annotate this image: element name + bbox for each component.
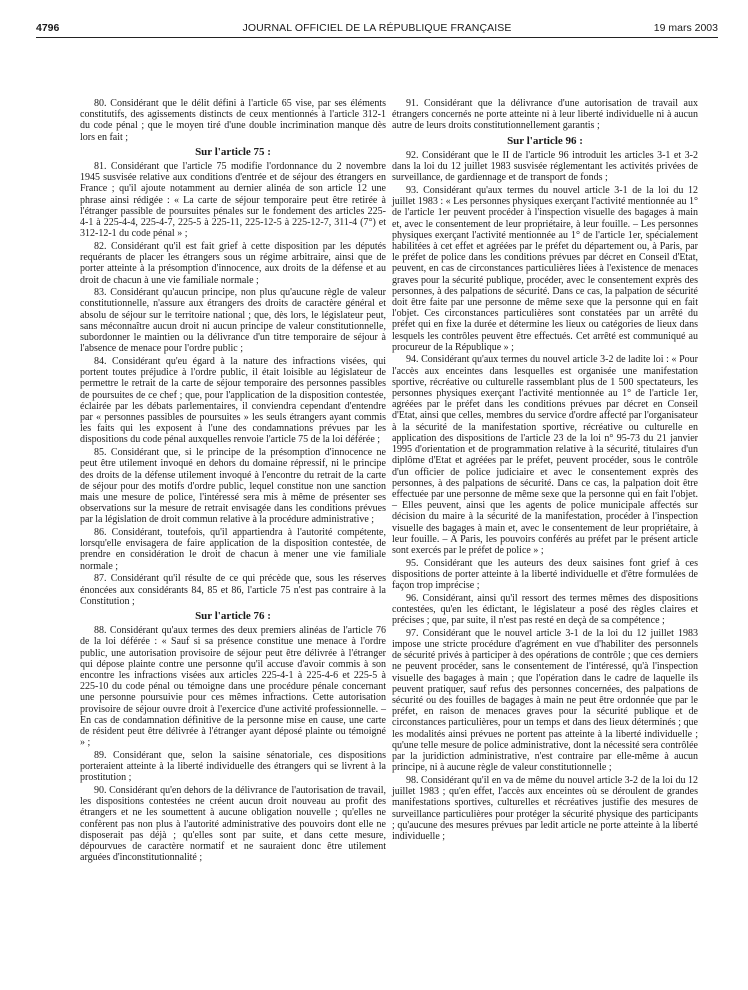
issue-date: 19 mars 2003 (653, 22, 718, 34)
journal-title: JOURNAL OFFICIEL DE LA RÉPUBLIQUE FRANÇAISE (242, 22, 512, 34)
paragraph: 84. Considérant qu'eu égard à la nature des infractions visées, qui portent toutes préjudice à l'ordre public, il était loisible au législateur de permettre le retrait de la carte de séjour temporaire des personnes passibles de poursuites de ce chef ; que, pour l'application de la disposition contestée, éclairée par les débats parlementaires, il conviendra cependant d'entendre par « personnes passibles de poursuites » les seuls étrangers ayant commis les faits qui les exposent à l'une des condamnations prévues par les dispositions du code pénal auxquelles renvoie l'article 75 de la loi déférée ; (80, 355, 386, 446)
paragraph: 93. Considérant qu'aux termes du nouvel article 3-1 de la loi du 12 juillet 1983 : « Les personnes physiques exerçant l'activité mentionnée au 1° de l'article 1er peuvent procéder à l'inspection visuelle des bagages à main et, avec le consentement de leur propriétaire, à leur fouille. – Les personnes physiques exerçant l'activité mentionnée au 1° de l'article 1er, spécialement habilitées à cet effet et agréées par le préfet du département ou, à Paris, par le préfet de police dans les conditions prévues par décret en Conseil d'Etat, peuvent, en cas de circonstances particulières liées à l'existence de menaces graves pour la sécurité publique, procéder, avec le consentement exprès des personnes, à des palpations de sécurité. Dans ce cas, la palpation de sécurité doit être faite par une personne de même sexe que la personne qui en fait l'objet. Ces circonstances particulières sont constatées par un arrêté du préfet qui en fixe la durée et détermine les lieux ou catégories de lieux dans lesquels les contrôles peuvent être effectués. Cet arrêté est communiqué au procureur de la République » ; (392, 184, 698, 353)
paragraph: 94. Considérant qu'aux termes du nouvel article 3-2 de ladite loi : « Pour l'accès aux enceintes dans lesquelles est organisée une manifestation sportive, récréative ou culturelle rassemblant plus de 1 500 spectateurs, les personnes physiques exerçant l'activité mentionnée au 1° de l'article 1er, agréées par le préfet dans les conditions prévues par décret en Conseil d'Etat, ainsi que celles, membres du service d'ordre affecté par l'organisateur à la sécurité de la manifestation sportive, récréative ou culturelle en application des dispositions de l'article 23 de la loi n° 95-73 du 21 janvier 1995 d'orientation et de programmation relative à la sécurité, titulaires d'un diplôme d'Etat et agréées par le préfet, peuvent procéder, sous le contrôle d'un officier de police judiciaire et avec le consentement exprès des personnes, à des palpations de sécurité. Dans ce cas, la palpation doit être effectuée par une personne de même sexe que la personne qui en fait l'objet. – Elles peuvent, ainsi que les agents de police municipale affectés sur décision du maire à la sécurité de la manifestation, procéder à l'inspection visuelle des bagages à main et, avec le consentement de leur propriétaire, à leur fouille. – A Paris, les pouvoirs conférés au préfet par le présent article sont exercés par le préfet de police » ; (392, 354, 698, 556)
paragraph: 96. Considérant, ainsi qu'il ressort des termes mêmes des dispositions contestées, qu'en les édictant, le législateur a posé des règles claires et précises ; que, par suite, il n'est pas resté en deçà de sa compétence ; (392, 592, 698, 627)
paragraph: 88. Considérant qu'aux termes des deux premiers alinéas de l'article 76 de la loi déférée : « Sauf si sa présence constitue une menace à l'ordre public, une autorisation provisoire de séjour peut être délivrée à l'étranger qui dépose plainte contre une personne qu'il accuse d'avoir commis à son encontre les infractions visées aux articles 225-4-1 à 225-4-6 et 225-5 à 225-10 du code pénal ou témoigne dans une procédure pénale concernant une personne poursuivie pour ces mêmes infractions. Cette autorisation provisoire de séjour ouvre droit à l'exercice d'une activité professionnelle. – En cas de condamnation définitive de la personne mise en cause, une carte de résident peut être délivrée à l'étranger ayant déposé plainte ou témoigné » ; (80, 625, 386, 749)
right-column (392, 98, 698, 844)
paragraph: 89. Considérant que, selon la saisine sénatoriale, ces dispositions porteraient atteinte à la liberté individuelle des étrangers qui se livrent à la prostitution ; (80, 749, 386, 784)
paragraph: 91. Considérant que la délivrance d'une autorisation de travail aux étrangers concernés ne porte atteinte ni à leur liberté individuelle ni à aucun autre de leurs droits constitutionnellement garantis ; (392, 98, 698, 132)
paragraph: 90. Considérant qu'en dehors de la délivrance de l'autorisation de travail, les dispositions contestées ne créent aucun droit nouveau au profit des étrangers et ne les soumettent à aucune obligation nouvelle ; qu'elles ne confèrent pas non plus à l'autorité administrative des pouvoirs dont elle ne disposerait pas déjà ; qu'elles sont par suite, et dans cette mesure, dépourvues de caractère normatif et ne sauraient donc être utilement arguées d'inconstitutionnalité ; (80, 784, 386, 864)
paragraph: 95. Considérant que les auteurs des deux saisines font grief à ces dispositions de porter atteinte à la liberté individuelle et d'être formulées de façon trop imprécise ; (392, 557, 698, 592)
section-heading: Sur l'article 76 : (195, 609, 271, 622)
header-rule (36, 37, 718, 38)
paragraph: 80. Considérant que le délit défini à l'article 65 vise, par ses éléments constitutifs, des agissements distincts de ceux mentionnés à l'article 312-1 du code pénal ; que le moyen tiré d'une double incrimination manque dès lors en fait ; (80, 98, 386, 143)
paragraph: 86. Considérant, toutefois, qu'il appartiendra à l'autorité compétente, lorsqu'elle envisagera de faire application de la disposition contestée, de prendre en considération le droit de chacun à mener une vie familiale normale ; (80, 527, 386, 572)
paragraph: 81. Considérant que l'article 75 modifie l'ordonnance du 2 novembre 1945 susvisée relative aux conditions d'entrée et de séjour des étrangers en France ; qu'il ajoute notamment au dernier alinéa de son article 12 une phrase ainsi rédigée : « La carte de séjour temporaire peut être retirée à l'étranger passible de poursuites pénales sur le fondement des articles 225-4-1 à 225-4-4, 225-4-7, 225-5 à 225-11, 225-12-5 à 225-12-7, 311-4 (7°) et 312-12-1 du code pénal » ; (80, 161, 386, 240)
paragraph: 82. Considérant qu'il est fait grief à cette disposition par les députés requérants de placer les étrangers sous un régime arbitraire, ainsi que de porter atteinte à la présomption d'innocence, aux droits de la défense et au droit de chacun à une vie familiale normale ; (80, 240, 386, 286)
paragraph: 92. Considérant que le II de l'article 96 introduit les articles 3-1 et 3-2 dans la loi du 12 juillet 1983 susvisée réglementant les activités privées de surveillance, de gardiennage et de transport de fonds ; (392, 149, 698, 184)
page-number: 4796 (36, 22, 60, 34)
paragraph: 97. Considérant que le nouvel article 3-1 de la loi du 12 juillet 1983 impose une stricte procédure d'agrément en vue d'habiliter des personnels de sécurité privés à participer à des opérations de contrôle ; que ces derniers ne peuvent procéder, sans le consentement de l'intéressé, qu'à l'inspection visuelle des bagages à main ; que l'opération dans le cadre de laquelle ils peuvent pratiquer, sauf refus des personnes concernées, des palpations de sécurité ou des fouilles de bagages à main ne peut être ordonnée que par le préfet, en raison de menaces graves pour la sécurité publique et de circonstances particulières, pour un temps et dans des lieux déterminés ; que les modalités ainsi prévues ne portent pas atteinte à la liberté individuelle ; qu'une telle mesure de police administrative, dont la nécessité sera contrôlée par la juridiction administrative, n'est contraire par elle-même à aucun principe, ni à aucune règle de valeur constitutionnelle ; (392, 627, 698, 774)
section-heading: Sur l'article 75 : (195, 145, 271, 158)
paragraph: 87. Considérant qu'il résulte de ce qui précède que, sous les réserves énoncées aux considérants 84, 85 et 86, l'article 75 n'est pas contraire à la Constitution ; (80, 573, 386, 607)
paragraph: 83. Considérant qu'aucun principe, non plus qu'aucune règle de valeur constitutionnelle, n'assure aux étrangers des droits de caractère général et absolu de séjour sur le territoire national ; que, dès lors, le législateur peut, sans méconnaître aucun droit ni aucun principe de valeur constitutionnelle, subordonner le maintien ou la délivrance d'un titre temporaire de séjour à l'absence de menace pour l'ordre public ; (80, 287, 386, 355)
paragraph: 85. Considérant que, si le principe de la présomption d'innocence ne peut être utilement invoqué en dehors du domaine répressif, ni le principe des droits de la défense utilement invoqué à l'encontre du retrait de la carte de séjour pour des motifs d'ordre public, lequel constitue non une sanction mais une mesure de police, l'intéressé sera mis à même de présenter ses observations sur la mesure de retrait envisagée dans les conditions prévues par la législation de droit commun relative à la procédure administrative ; (80, 447, 386, 526)
section-heading: Sur l'article 96 : (507, 134, 583, 147)
left-column (80, 98, 386, 865)
paragraph: 98. Considérant qu'il en va de même du nouvel article 3-2 de la loi du 12 juillet 1983 ; qu'en effet, l'accès aux enceintes où se déroulent de grandes manifestations sportives, culturelles et récréatives justifie des mesures de surveillance particulières pour protéger la sécurité physique des participants ; qu'aucune des mesures prévues par ledit article ne porte atteinte à la liberté individuelle ; (392, 774, 698, 842)
page-header (36, 22, 718, 38)
